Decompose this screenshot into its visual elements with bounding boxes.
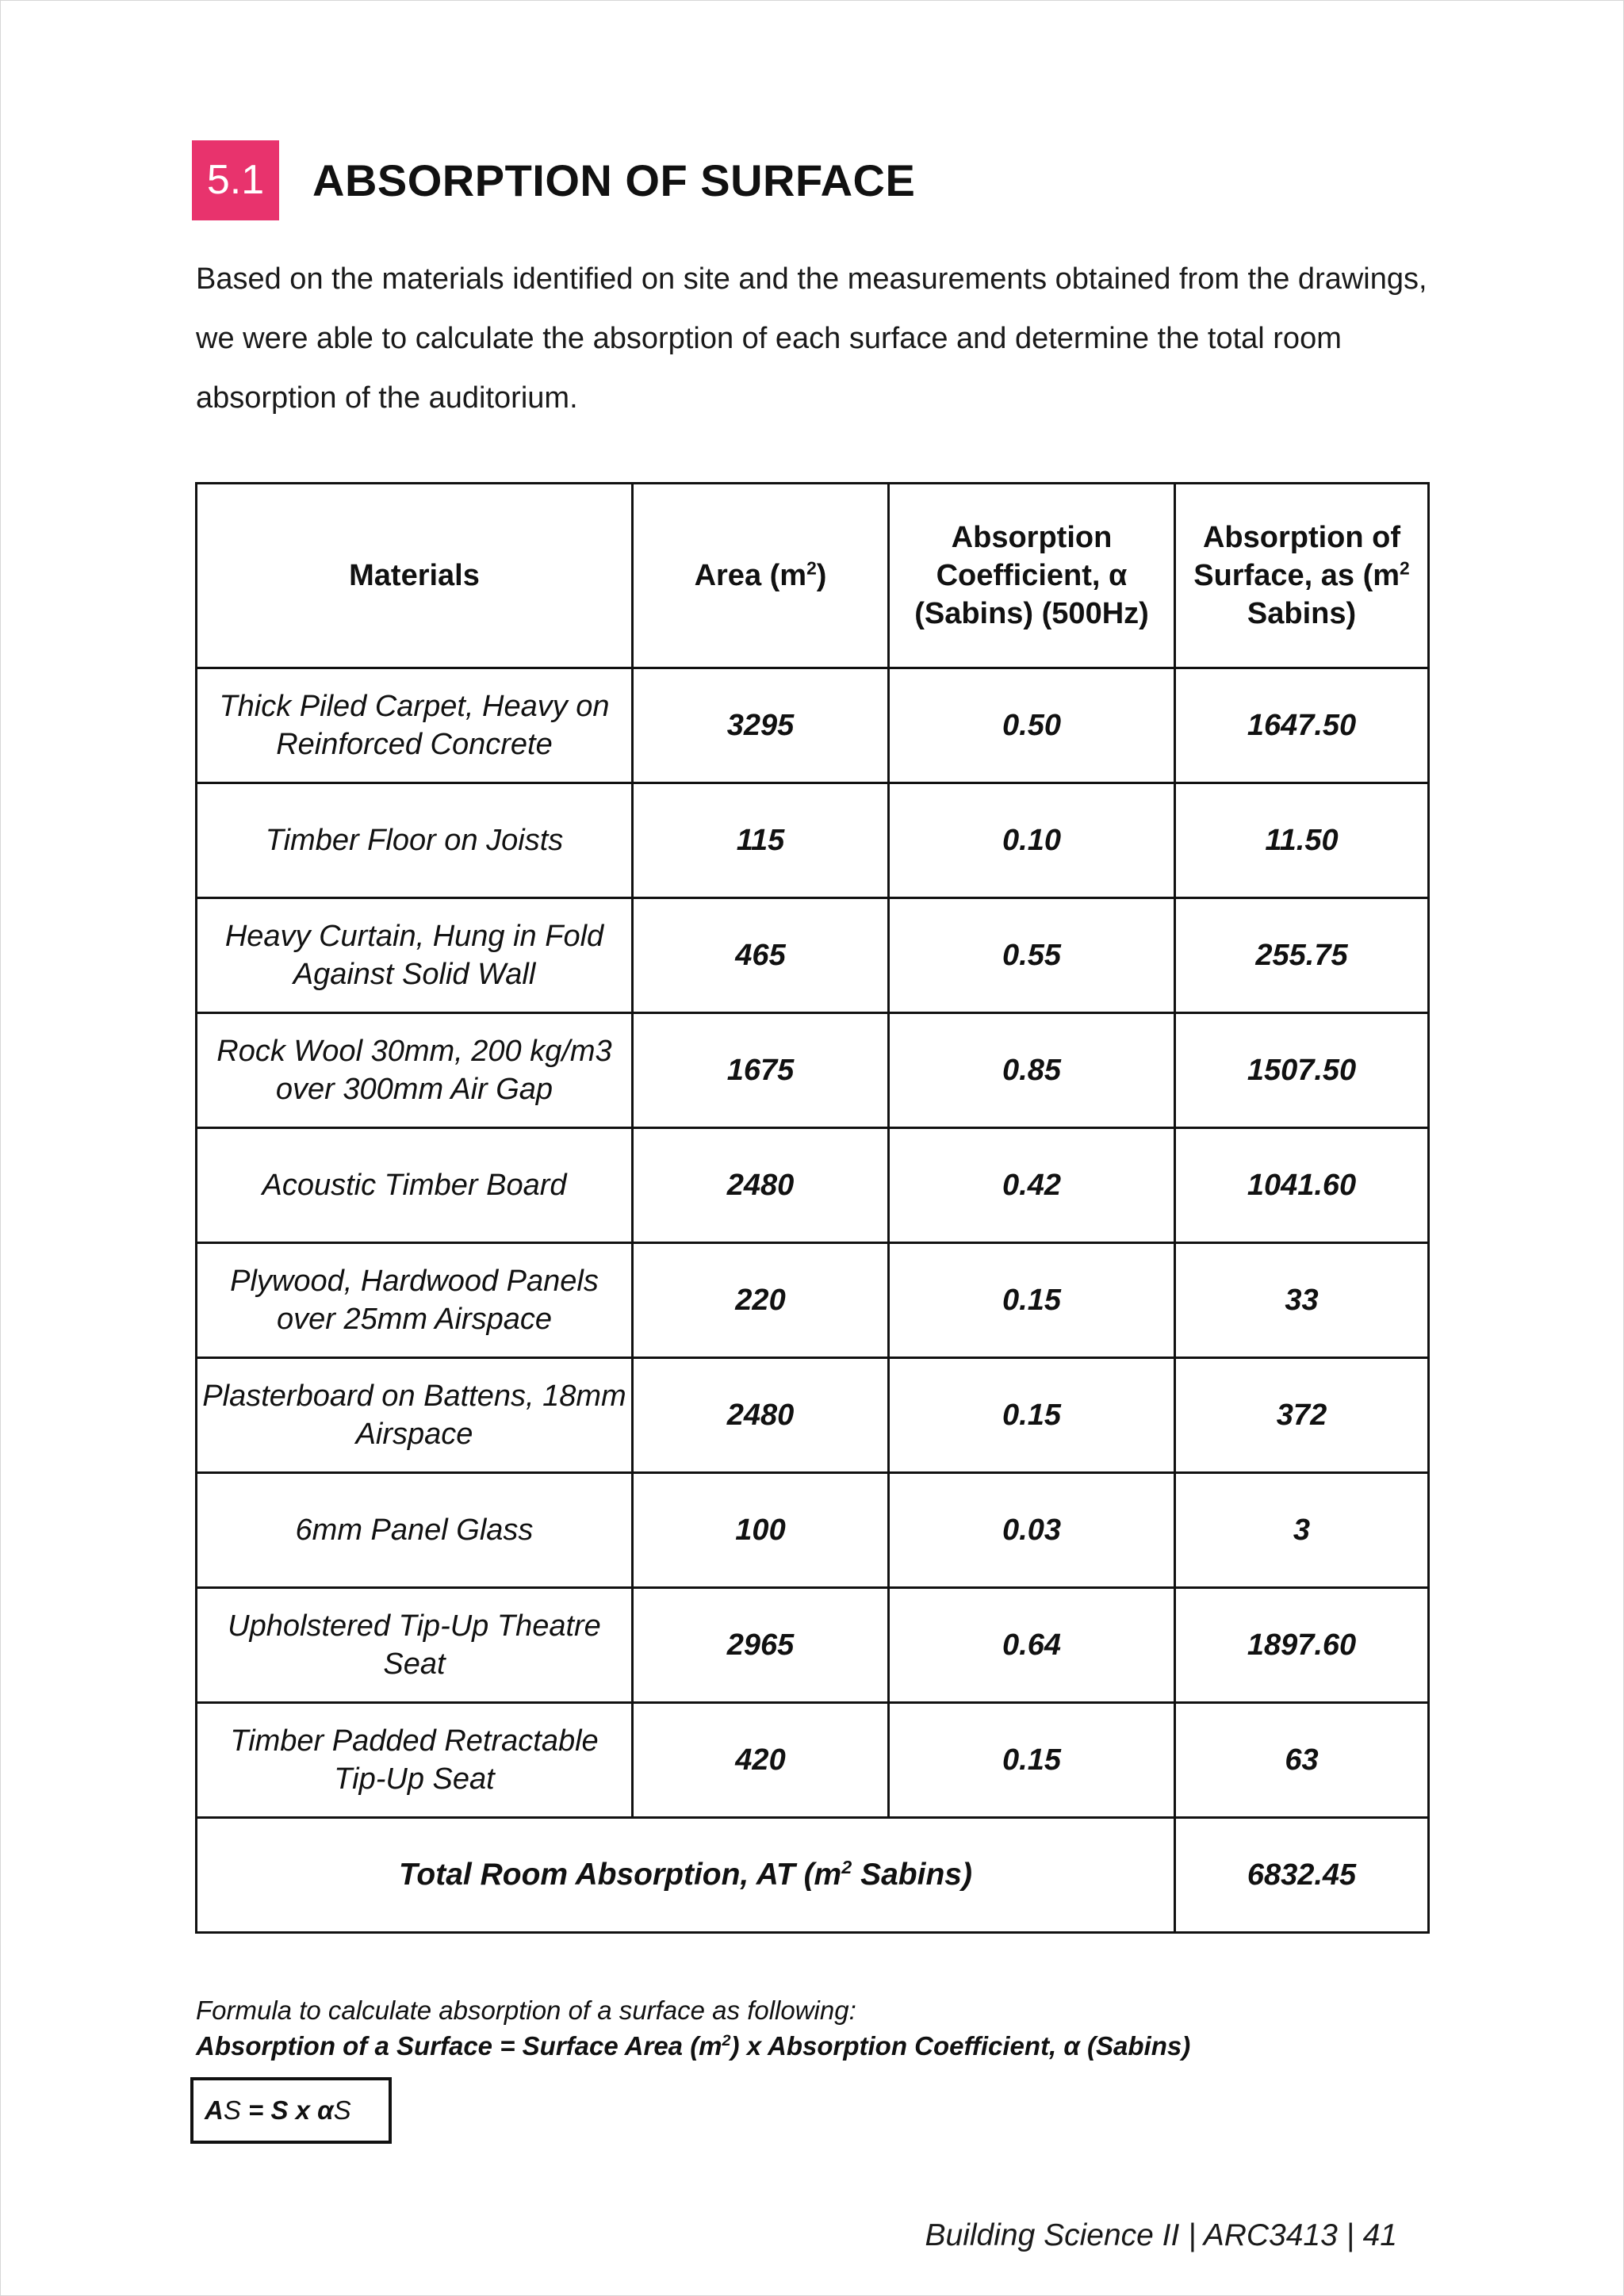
coefficient-cell: 0.55 — [889, 898, 1175, 1013]
table-header-row — [197, 484, 1429, 668]
coefficient-cell: 0.64 — [889, 1588, 1175, 1703]
coefficient-cell: 0.85 — [889, 1013, 1175, 1128]
material-cell: Timber Floor on Joists — [197, 783, 633, 898]
coefficient-cell: 0.15 — [889, 1243, 1175, 1358]
material-cell: 6mm Panel Glass — [197, 1473, 633, 1588]
intro-paragraph: Based on the materials identified on site and the measurements obtained from the drawings, we were able to calculate the absorption of each surface and determine the total room absorption of the auditorium. — [196, 262, 1427, 415]
formula-description: Absorption of a Surface = Surface Area $(m^2)$ x Absorption Coefficient, α (Sabins) — [196, 2031, 1191, 2061]
table-row — [197, 1703, 1429, 1818]
table-row — [197, 1243, 1429, 1358]
section-title: ABSORPTION OF SURFACE — [312, 155, 916, 205]
absorption-cell: 63 — [1175, 1703, 1429, 1818]
absorption-cell: 3 — [1175, 1473, 1429, 1588]
material-cell: Timber Padded Retractable Tip-Up Seat — [197, 1703, 633, 1818]
table-row — [197, 1588, 1429, 1703]
coefficient-cell: 0.03 — [889, 1473, 1175, 1588]
absorption-cell: 1041.60 — [1175, 1128, 1429, 1243]
total-row — [197, 1818, 1429, 1933]
table-row — [197, 1128, 1429, 1243]
absorption-cell: 1647.50 — [1175, 668, 1429, 783]
area-cell: 115 — [633, 783, 889, 898]
table-row — [197, 1473, 1429, 1588]
area-cell: 100 — [633, 1473, 889, 1588]
total-value: 6832.45 — [1175, 1818, 1429, 1933]
material-cell: Rock Wool 30mm, 200 kg/m3 over 300mm Air Gap — [197, 1013, 633, 1128]
table-row — [197, 1013, 1429, 1128]
header-area: Area $(m^2)$ — [633, 484, 889, 668]
header-surface-absorption: Absorption of Surface, as ($m^2$ Sabins) — [1175, 484, 1429, 668]
material-cell: Upholstered Tip-Up Theatre Seat — [197, 1588, 633, 1703]
table-row — [197, 1358, 1429, 1473]
material-cell: Plasterboard on Battens, 18mm Airspace — [197, 1358, 633, 1473]
absorption-cell: 372 — [1175, 1358, 1429, 1473]
area-cell: 3295 — [633, 668, 889, 783]
header-materials: Materials — [197, 484, 633, 668]
area-cell: 465 — [633, 898, 889, 1013]
table-row — [197, 898, 1429, 1013]
area-cell: 2480 — [633, 1128, 889, 1243]
material-cell: Acoustic Timber Board — [197, 1128, 633, 1243]
area-cell: 2965 — [633, 1588, 889, 1703]
table-row — [197, 783, 1429, 898]
absorption-cell: 33 — [1175, 1243, 1429, 1358]
coefficient-cell: 0.50 — [889, 668, 1175, 783]
formula-intro: Formula to calculate absorption of a surface as following: — [196, 1996, 856, 2025]
area-cell: 420 — [633, 1703, 889, 1818]
coefficient-cell: 0.10 — [889, 783, 1175, 898]
section-number-badge: 5.1 — [192, 140, 279, 220]
formula-box: AS = S x αS — [190, 2077, 392, 2144]
table-row — [197, 668, 1429, 783]
coefficient-cell: 0.15 — [889, 1703, 1175, 1818]
area-cell: 2480 — [633, 1358, 889, 1473]
coefficient-cell: 0.42 — [889, 1128, 1175, 1243]
total-label: Total Room Absorption, AT ($m^2$ Sabins) — [197, 1818, 1175, 1933]
absorption-cell: 11.50 — [1175, 783, 1429, 898]
absorption-cell: 255.75 — [1175, 898, 1429, 1013]
material-cell: Thick Piled Carpet, Heavy on Reinforced Concrete — [197, 668, 633, 783]
coefficient-cell: 0.15 — [889, 1358, 1175, 1473]
absorption-cell: 1897.60 — [1175, 1588, 1429, 1703]
header-coefficient: Absorption Coefficient, α (Sabins) (500Hz) — [889, 484, 1175, 668]
material-cell: Plywood, Hardwood Panels over 25mm Airspace — [197, 1243, 633, 1358]
page-footer: Building Science II | ARC3413 | 41 — [925, 2218, 1397, 2252]
absorption-cell: 1507.50 — [1175, 1013, 1429, 1128]
area-cell: 1675 — [633, 1013, 889, 1128]
area-cell: 220 — [633, 1243, 889, 1358]
material-cell: Heavy Curtain, Hung in Fold Against Solid Wall — [197, 898, 633, 1013]
absorption-table — [195, 482, 1430, 1934]
